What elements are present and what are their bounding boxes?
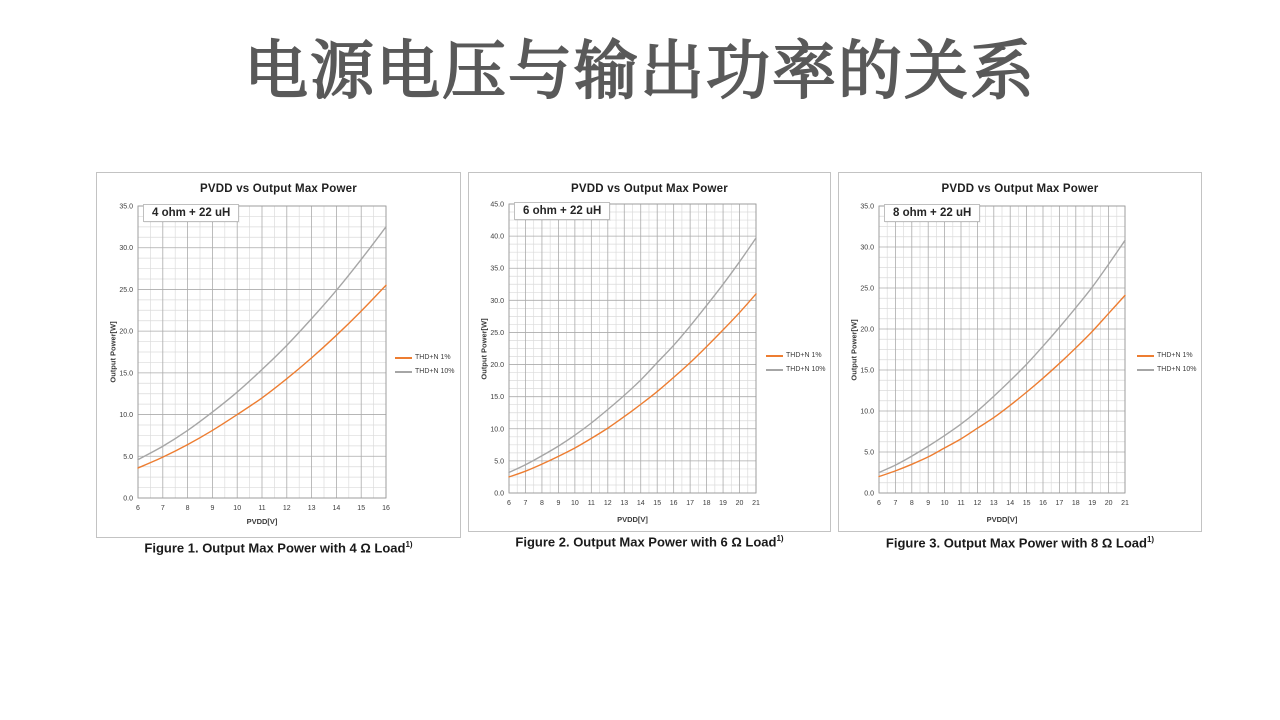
svg-text:11: 11 xyxy=(957,500,965,507)
svg-text:20.0: 20.0 xyxy=(490,362,504,370)
chart-panel-6ohm xyxy=(468,172,831,532)
legend-item-thd1 xyxy=(766,352,825,359)
svg-text:30.0: 30.0 xyxy=(119,245,133,253)
caption-footnote-mark: 1) xyxy=(776,534,784,543)
svg-text:20: 20 xyxy=(735,500,744,507)
svg-text:20.0: 20.0 xyxy=(860,326,874,334)
svg-text:8: 8 xyxy=(909,500,914,507)
svg-text:14: 14 xyxy=(332,505,341,512)
svg-text:9: 9 xyxy=(926,500,931,507)
svg-text:10.0: 10.0 xyxy=(119,412,133,420)
svg-text:25.0: 25.0 xyxy=(119,286,133,294)
svg-text:10.0: 10.0 xyxy=(860,408,874,416)
chart-legend xyxy=(1137,352,1196,373)
legend-item-thd10 xyxy=(1137,366,1196,373)
svg-text:13: 13 xyxy=(307,505,316,512)
svg-text:40.0: 40.0 xyxy=(490,233,504,241)
legend-line-swatch xyxy=(1137,369,1154,371)
svg-text:14: 14 xyxy=(1006,500,1015,507)
svg-text:18: 18 xyxy=(702,500,711,507)
caption-text: Figure 3. Output Max Power with 8 Ω Load xyxy=(885,535,1147,551)
figure-caption-2 xyxy=(468,534,831,549)
svg-text:8: 8 xyxy=(539,500,544,507)
svg-text:0.0: 0.0 xyxy=(494,490,504,498)
svg-text:20.0: 20.0 xyxy=(119,328,133,336)
slide-title: 电源电压与输出功率的关系 xyxy=(244,35,1036,107)
svg-text:0.0: 0.0 xyxy=(864,490,874,498)
svg-text:10.0: 10.0 xyxy=(490,426,504,434)
svg-text:13: 13 xyxy=(989,500,998,507)
svg-text:17: 17 xyxy=(1055,500,1064,507)
svg-text:25.0: 25.0 xyxy=(860,285,874,293)
svg-text:9: 9 xyxy=(556,500,561,507)
load-condition-label: 8 ohm + 22 uH xyxy=(884,204,980,222)
y-axis-label: Output Power[W] xyxy=(479,318,489,380)
legend-item-thd10 xyxy=(395,368,454,375)
legend-line-swatch xyxy=(766,369,783,371)
legend-label: THD+N 10% xyxy=(1157,366,1197,373)
x-axis-label: PVDD[V] xyxy=(986,515,1018,524)
svg-text:15: 15 xyxy=(653,500,662,507)
chart-panel-4ohm xyxy=(96,172,461,538)
svg-text:10: 10 xyxy=(570,500,579,507)
y-axis-label: Output Power[W] xyxy=(108,321,118,383)
caption-text: Figure 2. Output Max Power with 6 Ω Load xyxy=(515,534,777,550)
svg-text:9: 9 xyxy=(210,505,215,512)
svg-text:7: 7 xyxy=(893,500,898,507)
svg-text:15.0: 15.0 xyxy=(860,367,874,375)
svg-text:25.0: 25.0 xyxy=(490,329,504,337)
legend-label: THD+N 1% xyxy=(415,354,451,361)
caption-footnote-mark: 1) xyxy=(405,540,413,549)
x-axis-label: PVDD[V] xyxy=(617,515,648,524)
svg-text:11: 11 xyxy=(587,500,595,507)
svg-text:20: 20 xyxy=(1104,500,1113,507)
legend-line-swatch xyxy=(766,355,783,357)
svg-text:12: 12 xyxy=(973,500,982,507)
legend-label: THD+N 1% xyxy=(786,352,822,359)
legend-line-swatch xyxy=(1137,355,1154,357)
load-condition-label: 6 ohm + 22 uH xyxy=(514,202,610,220)
legend-item-thd1 xyxy=(395,354,454,361)
svg-text:12: 12 xyxy=(282,505,291,512)
svg-text:15.0: 15.0 xyxy=(490,394,504,402)
chart-panel-8ohm xyxy=(838,172,1202,532)
svg-text:12: 12 xyxy=(603,500,612,507)
legend-label: THD+N 10% xyxy=(786,366,826,373)
legend-item-thd1 xyxy=(1137,352,1196,359)
x-axis-label: PVDD[V] xyxy=(246,517,278,526)
svg-text:7: 7 xyxy=(523,500,528,507)
svg-text:14: 14 xyxy=(636,500,645,507)
legend-line-swatch xyxy=(395,357,412,359)
figure-caption-1 xyxy=(96,540,461,555)
svg-text:5.0: 5.0 xyxy=(123,453,133,461)
svg-text:0.0: 0.0 xyxy=(123,495,133,503)
svg-text:16: 16 xyxy=(669,500,678,507)
svg-text:21: 21 xyxy=(1121,500,1129,507)
svg-text:35.0: 35.0 xyxy=(860,203,874,211)
chart-legend xyxy=(766,352,825,373)
svg-text:13: 13 xyxy=(620,500,629,507)
svg-text:15.0: 15.0 xyxy=(119,370,133,378)
svg-text:30.0: 30.0 xyxy=(860,244,874,252)
figure-caption-3 xyxy=(838,535,1202,550)
legend-item-thd10 xyxy=(766,366,825,373)
svg-text:19: 19 xyxy=(1088,500,1097,507)
svg-text:11: 11 xyxy=(258,505,266,512)
svg-text:5.0: 5.0 xyxy=(864,449,874,457)
chart-legend xyxy=(395,354,454,375)
chart-title: PVDD vs Output Max Power xyxy=(941,183,1099,195)
svg-text:21: 21 xyxy=(752,500,760,507)
svg-text:35.0: 35.0 xyxy=(490,265,504,273)
svg-text:16: 16 xyxy=(382,505,390,512)
legend-label: THD+N 1% xyxy=(1157,352,1193,359)
svg-text:10: 10 xyxy=(940,500,949,507)
svg-text:6: 6 xyxy=(507,500,511,507)
svg-text:19: 19 xyxy=(719,500,727,507)
svg-text:17: 17 xyxy=(686,500,695,507)
y-axis-label: Output Power[W] xyxy=(849,319,859,381)
svg-text:45.0: 45.0 xyxy=(490,201,504,209)
svg-text:7: 7 xyxy=(160,505,165,512)
svg-text:5.0: 5.0 xyxy=(494,458,504,466)
caption-text: Figure 1. Output Max Power with 4 Ω Load xyxy=(144,540,406,556)
svg-text:8: 8 xyxy=(185,505,190,512)
chart-title: PVDD vs Output Max Power xyxy=(571,183,728,195)
caption-footnote-mark: 1) xyxy=(1146,535,1155,544)
svg-text:15: 15 xyxy=(357,505,366,512)
svg-text:6: 6 xyxy=(877,500,881,507)
legend-line-swatch xyxy=(395,371,412,373)
svg-text:35.0: 35.0 xyxy=(119,203,133,211)
svg-text:15: 15 xyxy=(1022,500,1031,507)
legend-label: THD+N 10% xyxy=(415,368,455,375)
svg-text:18: 18 xyxy=(1071,500,1080,507)
svg-text:10: 10 xyxy=(233,505,242,512)
load-condition-label: 4 ohm + 22 uH xyxy=(143,204,239,222)
svg-text:6: 6 xyxy=(136,505,140,512)
svg-text:16: 16 xyxy=(1039,500,1047,507)
svg-text:30.0: 30.0 xyxy=(490,297,504,305)
chart-title: PVDD vs Output Max Power xyxy=(200,183,357,195)
